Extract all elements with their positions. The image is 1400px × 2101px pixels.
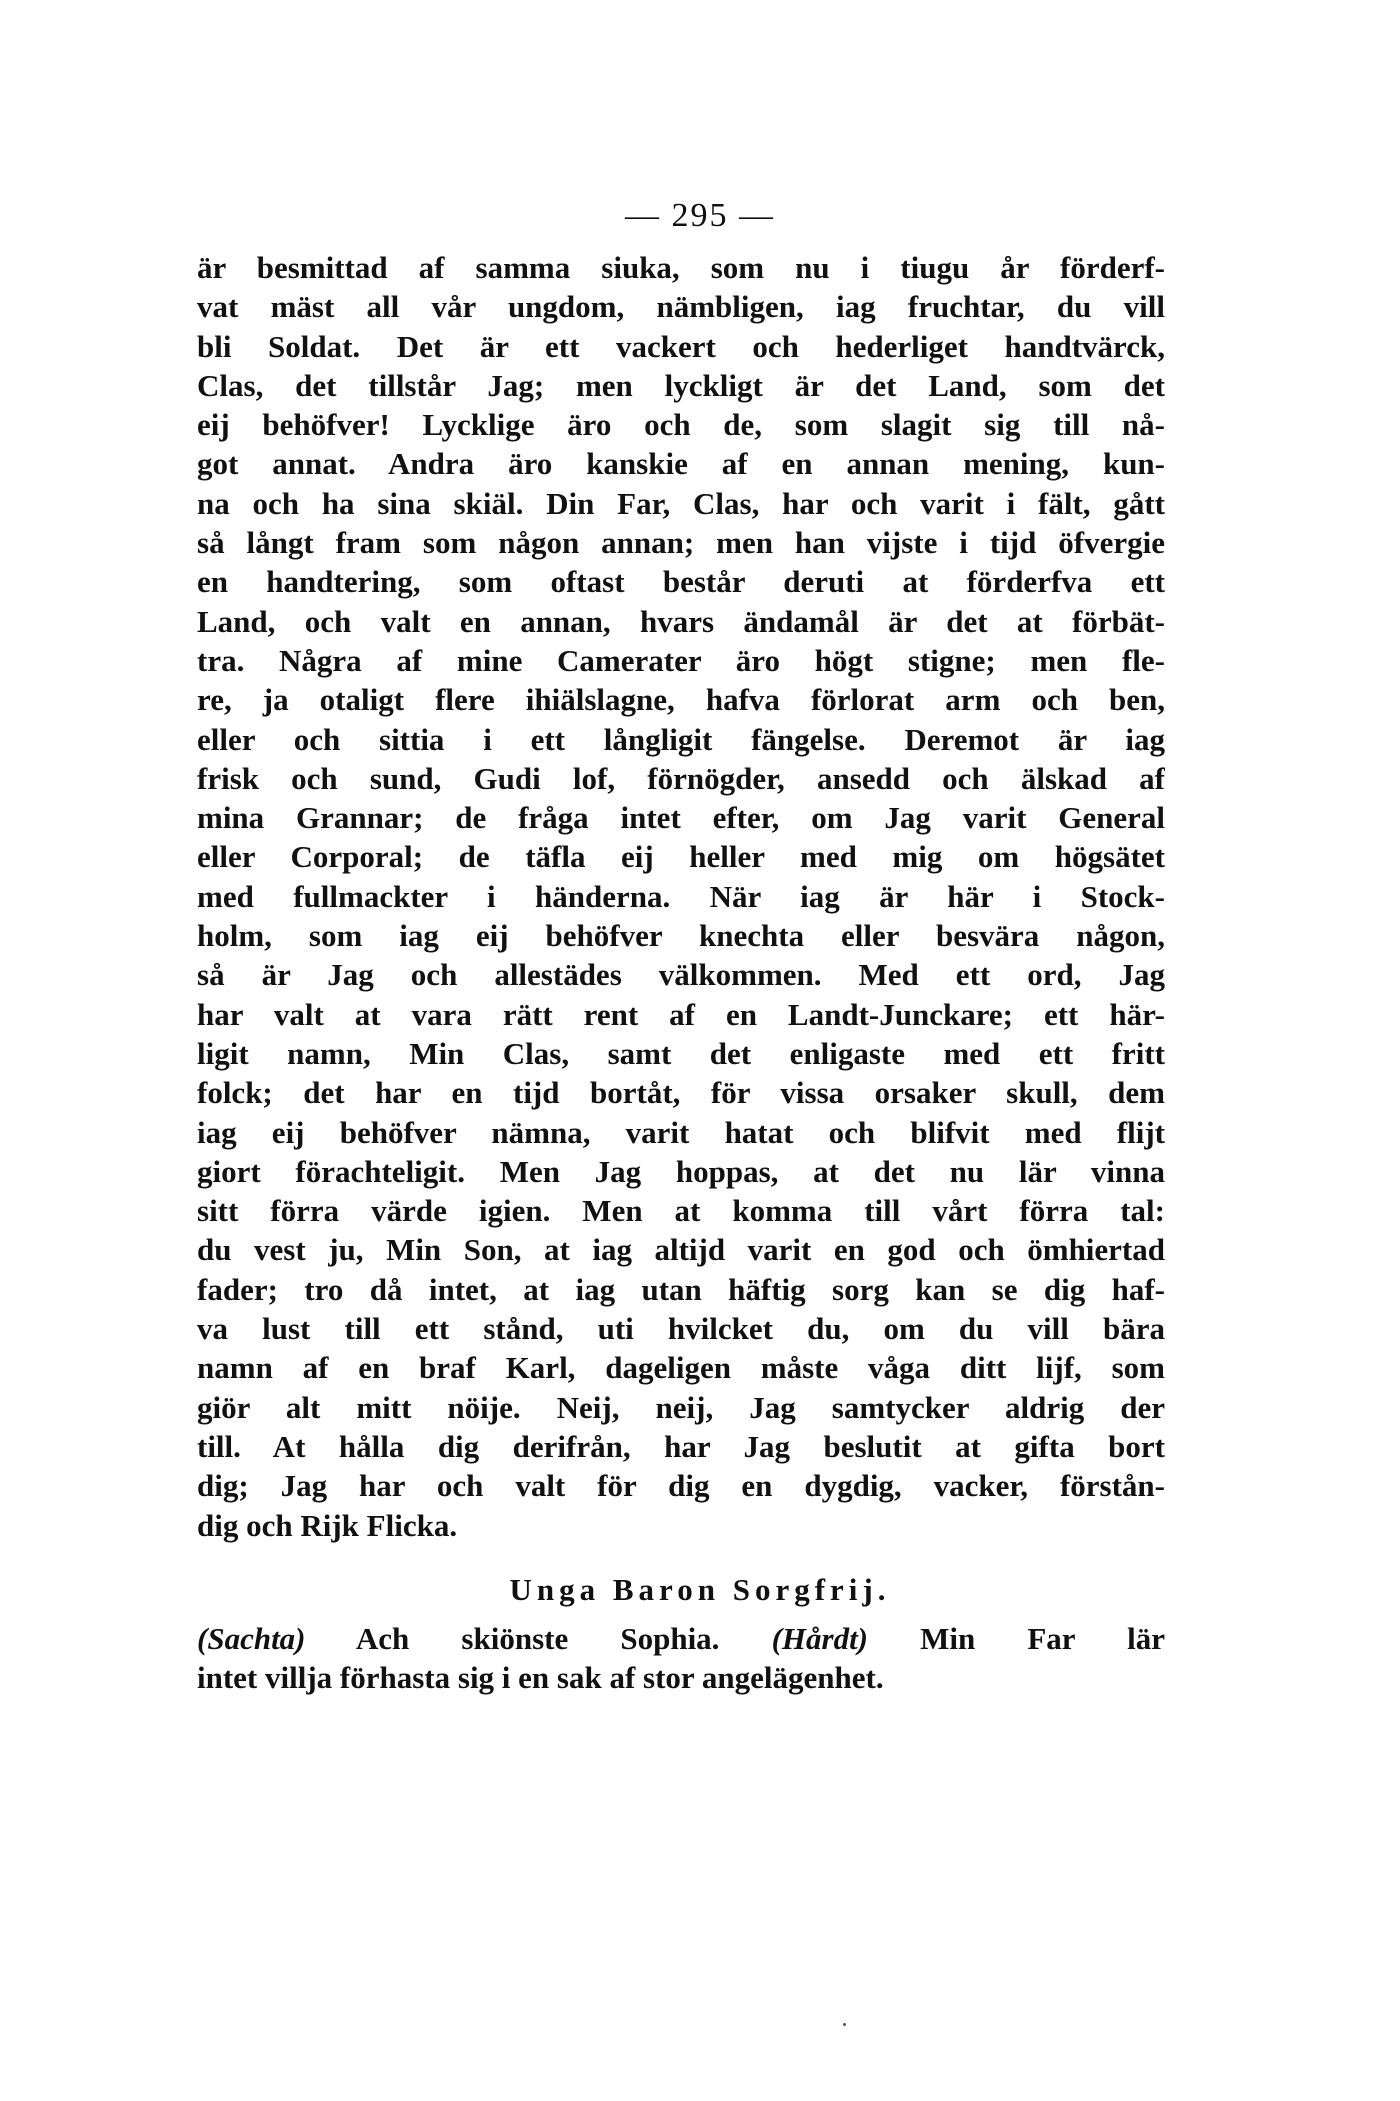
speaker-heading: Unga Baron Sorgfrij.	[509, 1572, 891, 1607]
text-line: re, ja otaligt flere ihiälslagne, hafva förlorat arm och ben,	[197, 682, 1165, 718]
stage-direction: (Hårdt)	[771, 1621, 868, 1656]
text-line	[197, 1658, 1165, 1697]
text-line: got annat. Andra äro kanskie af en annan mening, kun-	[197, 446, 1165, 482]
text-line: så långt fram som någon annan; men han vijste i tijd öfvergie	[197, 525, 1165, 561]
text-line: giort förachteligit. Men Jag hoppas, at det nu lär vinna	[197, 1153, 1165, 1189]
text-line: eij behöfver! Lycklige äro och de, som slagit sig till nå-	[197, 407, 1165, 443]
text-line: vat mäst all vår ungdom, nämbligen, iag fruchtar, du vill	[197, 289, 1165, 325]
paper-speck	[843, 2023, 846, 2026]
text-line: Clas, det tillstår Jag; men lyckligt är det Land, som det	[197, 367, 1165, 403]
text-line: fader; tro då intet, at iag utan häftig sorg kan se dig haf-	[197, 1271, 1165, 1307]
text-line: till. At hålla dig derifrån, har Jag beslutit at gifta bort	[197, 1428, 1165, 1464]
text-line: mina Grannar; de fråga intet efter, om Jag varit General	[197, 800, 1165, 836]
text-line: eller och sittia i ett långligit fängelse. Deremot är iag	[197, 721, 1165, 757]
body-text	[197, 248, 1165, 1545]
text-line: sitt förra värde igien. Men at komma till vårt förra tal:	[197, 1193, 1165, 1229]
text-line: iag eij behöfver nämna, varit hatat och blifvit med flijt	[197, 1114, 1165, 1150]
text-line: giör alt mitt nöije. Neij, neij, Jag samtycker aldrig der	[197, 1389, 1165, 1425]
text-line: har valt at vara rätt rent af en Landt-Junckare; ett här-	[197, 996, 1165, 1032]
text-line: är besmittad af samma siuka, som nu i tiugu år förderf-	[197, 250, 1165, 285]
text-line: holm, som iag eij behöfver knechta eller besvära någon,	[197, 918, 1165, 954]
page-number: — 295 —	[625, 197, 775, 234]
text-line: du vest ju, Min Son, at iag altijd varit en god och ömhiertad	[197, 1232, 1165, 1268]
text-line: bli Soldat. Det är ett vackert och hederliget handtvärck,	[197, 328, 1165, 364]
text-line: eller Corporal; de täfla eij heller med mig om högsätet	[197, 839, 1165, 875]
dialogue-text: Min Far lär	[868, 1621, 1165, 1656]
reply-text	[197, 1619, 1165, 1698]
dialogue-text: intet villja förhasta sig i en sak af stor angelägenhet.	[197, 1660, 884, 1696]
text-line	[197, 1619, 1165, 1658]
text-line: na och ha sina skiäl. Din Far, Clas, har och varit i fält, gått	[197, 485, 1165, 521]
text-line: folck; det har en tijd bortåt, för vissa orsaker skull, dem	[197, 1075, 1165, 1111]
text-line: dig; Jag har och valt för dig en dygdig, vacker, förstån-	[197, 1468, 1165, 1504]
text-line: va lust till ett stånd, uti hvilcket du, om du vill bära	[197, 1311, 1165, 1347]
text-line: med fullmackter i händerna. När iag är här i Stock-	[197, 878, 1165, 914]
text-line: ligit namn, Min Clas, samt det enligaste med ett fritt	[197, 1035, 1165, 1071]
text-line: frisk och sund, Gudi lof, förnögder, ansedd och älskad af	[197, 760, 1165, 796]
dialogue-text: Ach skiönste Sophia.	[305, 1621, 772, 1656]
text-line: så är Jag och allestädes välkommen. Med ett ord, Jag	[197, 957, 1165, 993]
text-line: dig och Rijk Flicka.	[197, 1507, 458, 1543]
text-line: namn af en braf Karl, dageligen måste våga ditt lijf, som	[197, 1350, 1165, 1386]
stage-direction: (Sachta)	[197, 1621, 306, 1656]
text-line: tra. Några af mine Camerater äro högt stigne; men fle-	[197, 642, 1165, 678]
text-line: Land, och valt en annan, hvars ändamål är det at förbät-	[197, 603, 1165, 639]
text-line: en handtering, som oftast består deruti at förderfva ett	[197, 564, 1165, 600]
